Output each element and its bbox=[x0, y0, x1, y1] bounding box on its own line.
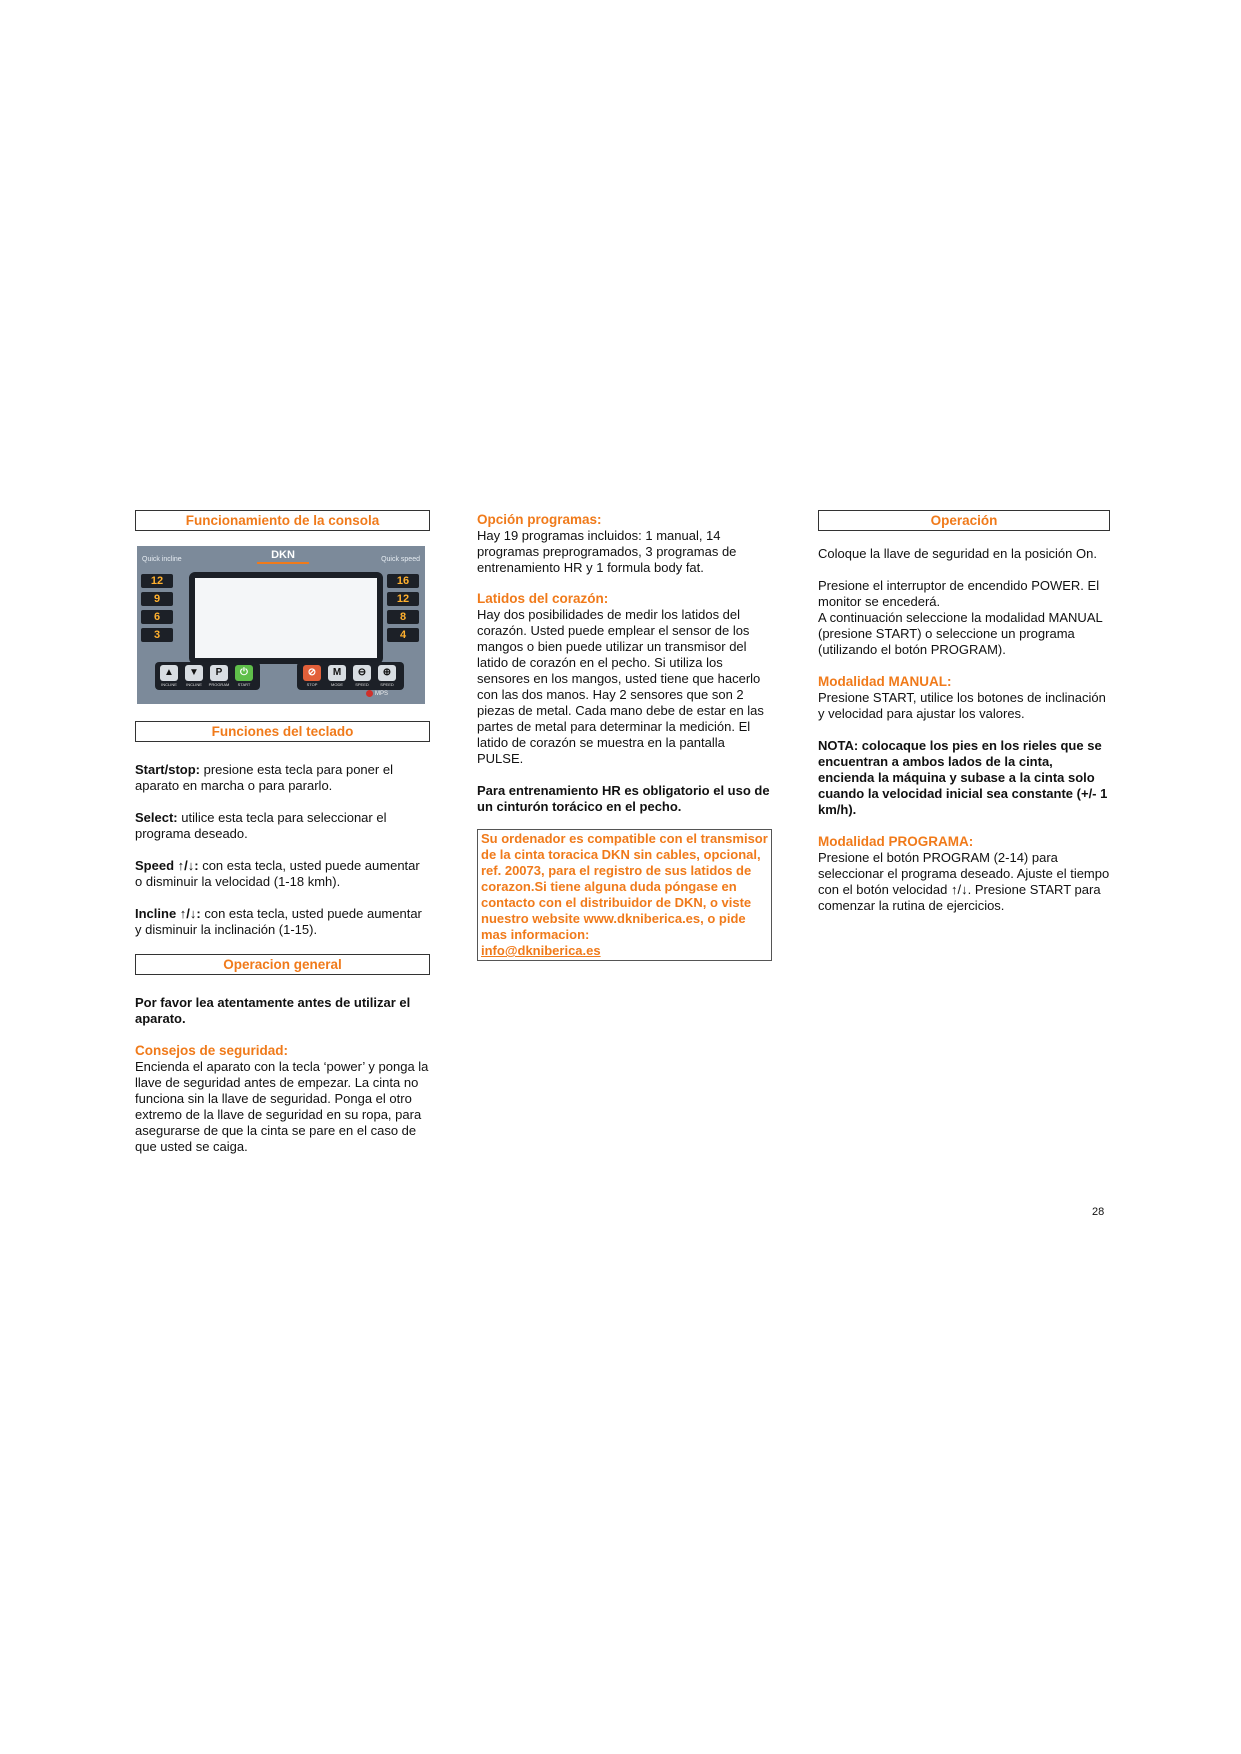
button-label: INCLINE bbox=[186, 682, 202, 687]
button-label: STOP bbox=[306, 682, 318, 687]
column-2 bbox=[477, 512, 772, 961]
safety-note: NOTA: colocaque los pies en los rieles que se encuentran a ambos lados de la cinta, encienda la máquina y subase a la cinta solo cuando la velocidad inicial sea constante (+/- 1 km/h). bbox=[818, 738, 1108, 817]
key-label: Select: bbox=[135, 810, 178, 825]
indicator-icon bbox=[366, 690, 373, 697]
key-description bbox=[135, 762, 430, 794]
quick-incline-keys bbox=[141, 574, 175, 646]
heart-text: Hay dos posibilidades de medir los latidos del corazón. Usted puede emplear el sensor de los mangos o bien puede utilizar un transmisor del latido de corazón en el pecho. Si utiliza los sensores en los mangos, usted tiene que hacerlo con las dos manos. Hay 2 sensores que son 2 piezas de metal. Cada mano debe de estar en las partes de metal para determinar la medición. El latido de corazón se muestra en la pantalla PULSE. bbox=[477, 607, 764, 766]
incline-key: 9 bbox=[141, 592, 173, 606]
key-text: presione esta tecla para poner el aparato en marcha o para pararlo. bbox=[135, 762, 393, 793]
hr-note: Para entrenamiento HR es obligatorio el uso de un cinturón torácico en el pecho. bbox=[477, 783, 770, 814]
stop-icon: ⊘ bbox=[303, 665, 321, 681]
column-3 bbox=[818, 510, 1110, 914]
incline-up-icon: ▲ bbox=[160, 665, 178, 681]
email-link[interactable]: info@dkniberica.es bbox=[481, 943, 601, 958]
step-3: A continuación seleccione la modalidad MANUAL (presione START) o seleccione un programa (utilizando el botón PROGRAM). bbox=[818, 610, 1103, 657]
safety-heading: Consejos de seguridad: bbox=[135, 1043, 289, 1058]
keyboard-heading: Funciones del teclado bbox=[135, 721, 430, 742]
key-label: Speed ↑/↓: bbox=[135, 858, 199, 873]
key-text: con esta tecla, usted puede aumentar o disminuir la velocidad (1-18 kmh). bbox=[135, 858, 420, 889]
button-label: INCLINE bbox=[161, 682, 177, 687]
speed-key: 16 bbox=[387, 574, 419, 588]
operation-heading: Operación bbox=[818, 510, 1110, 531]
speed-minus-icon: ⊖ bbox=[353, 665, 371, 681]
button-label: PROGRAM bbox=[208, 682, 230, 687]
step-2: Presione el interruptor de encendido POWER. El monitor se encederá. bbox=[818, 578, 1100, 609]
program-heading: Modalidad PROGRAMA: bbox=[818, 834, 974, 849]
start-icon: ⏻ bbox=[235, 665, 253, 681]
general-heading: Operacion general bbox=[135, 954, 430, 975]
manual-heading: Modalidad MANUAL: bbox=[818, 674, 952, 689]
speed-key: 4 bbox=[387, 628, 419, 642]
speed-key: 12 bbox=[387, 592, 419, 606]
safety-text: Encienda el aparato con la tecla ‘power’ y ponga la llave de seguridad antes de empezar. La cinta no funciona sin la llave de seguridad. Ponga el otro extremo de la llave de seguridad en su ropa, para asegurarse de que la cinta se pare en el caso de que usted se caiga. bbox=[135, 1059, 429, 1154]
button-label: SPEED bbox=[355, 682, 369, 687]
key-label: Start/stop: bbox=[135, 762, 200, 777]
incline-key: 6 bbox=[141, 610, 173, 624]
quick-speed-keys bbox=[387, 574, 421, 646]
notice-text: Su ordenador es compatible con el transmisor de la cinta toracica DKN sin cables, opcional, ref. 20073, para el registro de sus latidos de corazon.Si tiene alguna duda póngase en contacto con el distribuidor de DKN, o viste nuestro website www.dkniberica.es, o pide mas informacion: bbox=[481, 831, 768, 942]
button-label: MODE bbox=[331, 682, 343, 687]
key-description bbox=[135, 810, 430, 842]
key-label: Incline ↑/↓: bbox=[135, 906, 201, 921]
column-1 bbox=[135, 510, 430, 1155]
left-button-pad bbox=[155, 662, 260, 690]
compatibility-notice bbox=[477, 829, 772, 961]
right-button-pad bbox=[297, 662, 404, 690]
page-number: 28 bbox=[1092, 1206, 1105, 1218]
general-intro: Por favor lea atentamente antes de utilizar el aparato. bbox=[135, 995, 411, 1026]
speed-plus-icon: ⊕ bbox=[378, 665, 396, 681]
button-label: SPEED bbox=[380, 682, 394, 687]
key-text: utilice esta tecla para seleccionar el programa deseado. bbox=[135, 810, 387, 841]
mps-label: MPS bbox=[375, 691, 389, 697]
console-image bbox=[137, 546, 425, 704]
quick-incline-label: Quick incline bbox=[142, 556, 182, 563]
program-text: Presione el botón PROGRAM (2-14) para seleccionar el programa deseado. Ajuste el tiempo con el botón velocidad ↑/↓. Presione START para comenzar la rutina de ejercicios. bbox=[818, 850, 1110, 913]
heart-heading: Latidos del corazón: bbox=[477, 591, 609, 606]
incline-key: 3 bbox=[141, 628, 173, 642]
incline-down-icon: ▼ bbox=[185, 665, 203, 681]
speed-key: 8 bbox=[387, 610, 419, 624]
manual-text: Presione START, utilice los botones de inclinación y velocidad para ajustar los valores. bbox=[818, 690, 1106, 721]
dkn-logo: DKN bbox=[257, 548, 309, 564]
step-1: Coloque la llave de seguridad en la posición On. bbox=[818, 546, 1097, 561]
key-description bbox=[135, 906, 430, 938]
console-screen bbox=[189, 572, 383, 664]
quick-speed-label: Quick speed bbox=[381, 556, 420, 563]
button-label: START bbox=[237, 682, 251, 687]
key-description bbox=[135, 858, 430, 890]
key-text: con esta tecla, usted puede aumentar y disminuir la inclinación (1-15). bbox=[135, 906, 422, 937]
programs-text: Hay 19 programas incluidos: 1 manual, 14 programas preprogramados, 3 programas de entrenamiento HR y 1 formula body fat. bbox=[477, 528, 737, 575]
program-icon: P bbox=[210, 665, 228, 681]
console-heading: Funcionamiento de la consola bbox=[135, 510, 430, 531]
incline-key: 12 bbox=[141, 574, 173, 588]
mode-icon: M bbox=[328, 665, 346, 681]
programs-heading: Opción programas: bbox=[477, 512, 602, 527]
